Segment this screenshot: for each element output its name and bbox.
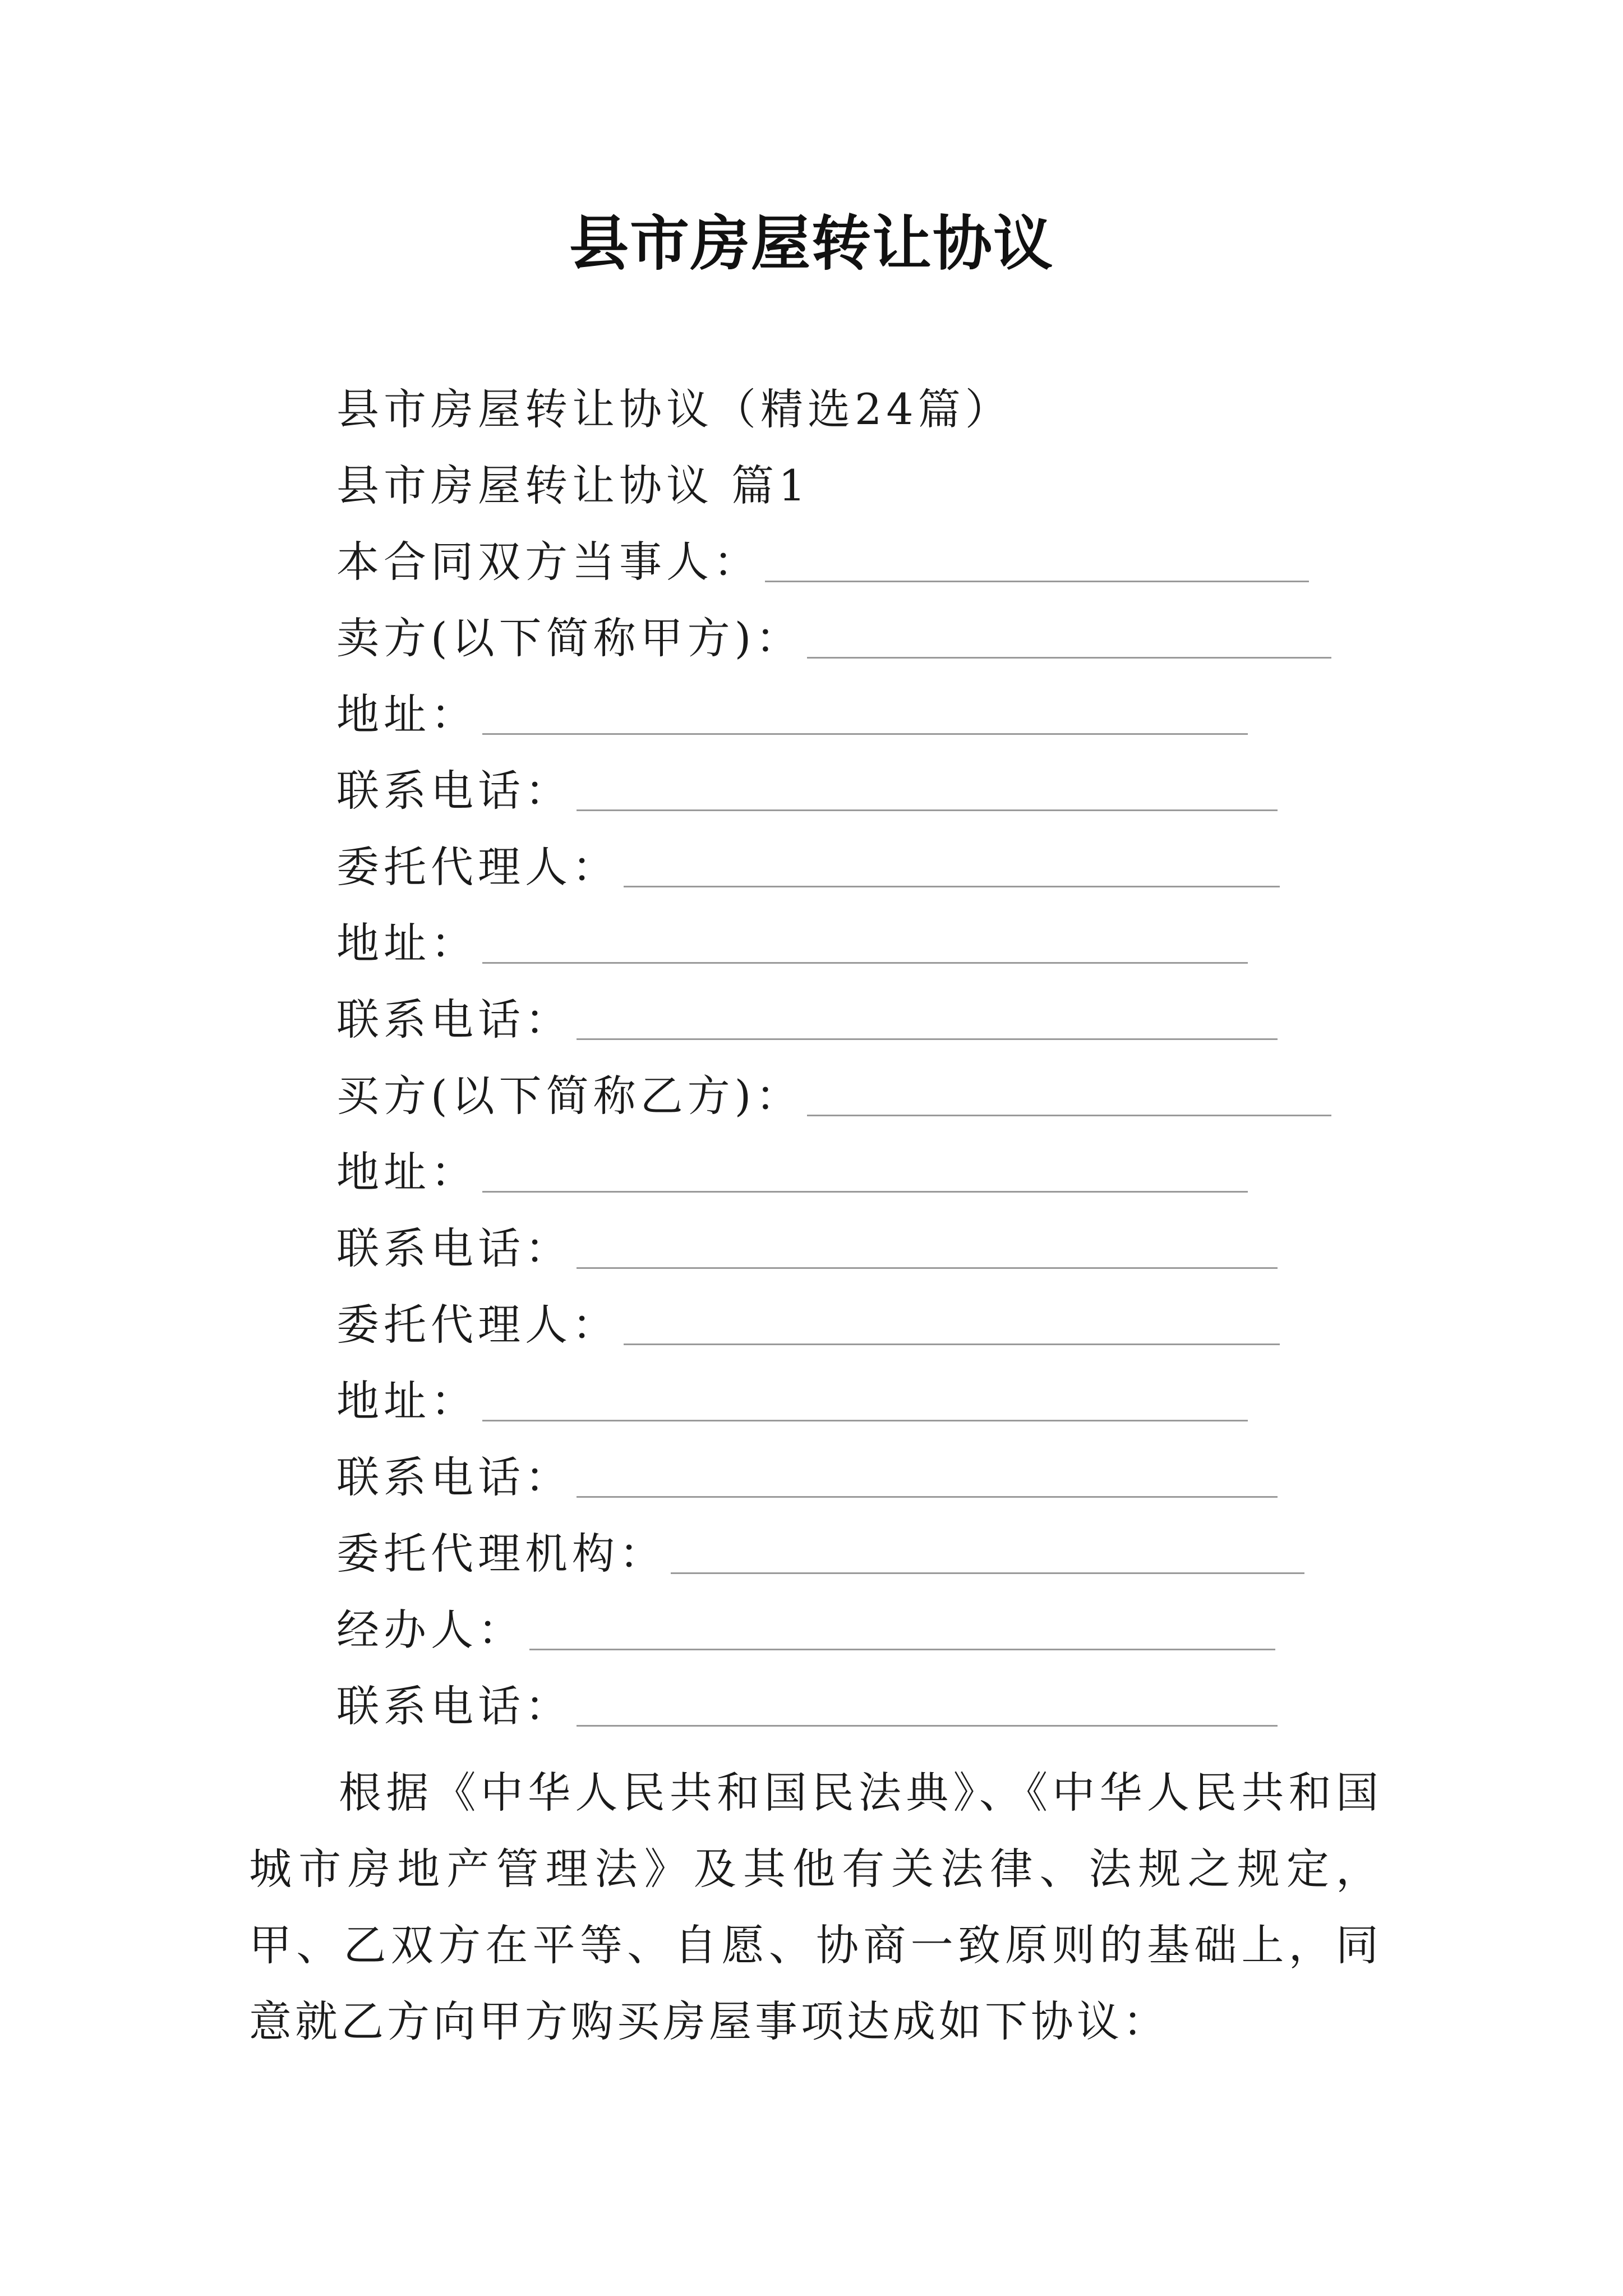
field-row-parties [336,528,1309,590]
field-label: 地址： [336,918,478,968]
field-row-buyer [336,1062,1331,1124]
field-label: 本合同双方当事人： [336,537,760,587]
field-row-buyer-phone [336,1215,1278,1277]
fill-in-blank[interactable] [482,1191,1248,1193]
field-row-buyer-agent-address [336,1368,1248,1429]
field-row-seller-phone [336,757,1278,819]
field-label: 买方(以下简称乙方)： [336,1071,803,1121]
fill-in-blank[interactable] [577,809,1278,811]
field-label: 联系电话： [336,995,572,1045]
field-row-seller-agent-address [336,910,1248,972]
field-row-seller-address [336,681,1248,743]
field-label: 委托代理机构： [336,1529,666,1579]
section-heading [336,452,810,514]
field-row-seller-agent-phone [336,986,1278,1048]
field-label: 联系电话： [336,1681,572,1731]
fill-in-blank[interactable] [529,1649,1275,1650]
document-title: 县市房屋转让协议 [569,209,1054,278]
field-label: 地址： [336,1376,478,1426]
field-label: 地址： [336,1147,478,1197]
field-label: 卖方(以下简称甲方)： [336,613,803,663]
agreement-intro-paragraph: 根据《中华人民共和国民法典》、《中华人民共和国城市房地产管理法》及其他有关法律、法规之规定，甲、乙双方在平等、自愿、协商一致原则的基础上，同意就乙方向甲方购买房屋事项达成如下协议： [249,1768,1382,2046]
fill-in-blank[interactable] [671,1572,1304,1574]
subtitle-text: 县市房屋转让协议（精选24篇） [336,384,1012,434]
fill-in-blank[interactable] [807,657,1331,659]
fill-in-blank[interactable] [624,1343,1280,1345]
document-subtitle [336,376,1012,438]
field-label: 联系电话： [336,1223,572,1273]
field-label: 地址： [336,689,478,739]
fill-in-blank[interactable] [482,733,1248,735]
fill-in-blank[interactable] [577,1267,1278,1269]
field-row-handler-phone [336,1673,1278,1734]
fill-in-blank[interactable] [624,886,1280,887]
fill-in-blank[interactable] [765,581,1309,582]
field-label: 委托代理人： [336,1300,619,1350]
field-row-seller [336,605,1331,666]
fill-in-blank[interactable] [577,1496,1278,1498]
field-label: 委托代理人： [336,842,619,892]
field-row-seller-agent [336,834,1280,895]
fill-in-blank[interactable] [577,1725,1278,1727]
fill-in-blank[interactable] [482,962,1248,964]
field-label: 经办人： [336,1605,525,1655]
field-label: 联系电话： [336,1452,572,1502]
field-row-buyer-agent [336,1291,1280,1353]
field-row-buyer-address [336,1139,1248,1200]
field-row-buyer-agent-phone [336,1444,1278,1506]
field-label: 联系电话： [336,766,572,816]
fill-in-blank[interactable] [807,1115,1331,1116]
field-row-agency [336,1520,1304,1582]
section-heading-text: 县市房屋转让协议 篇1 [336,461,810,510]
fill-in-blank[interactable] [482,1420,1248,1421]
field-row-handler [336,1596,1275,1658]
fill-in-blank[interactable] [577,1038,1278,1040]
